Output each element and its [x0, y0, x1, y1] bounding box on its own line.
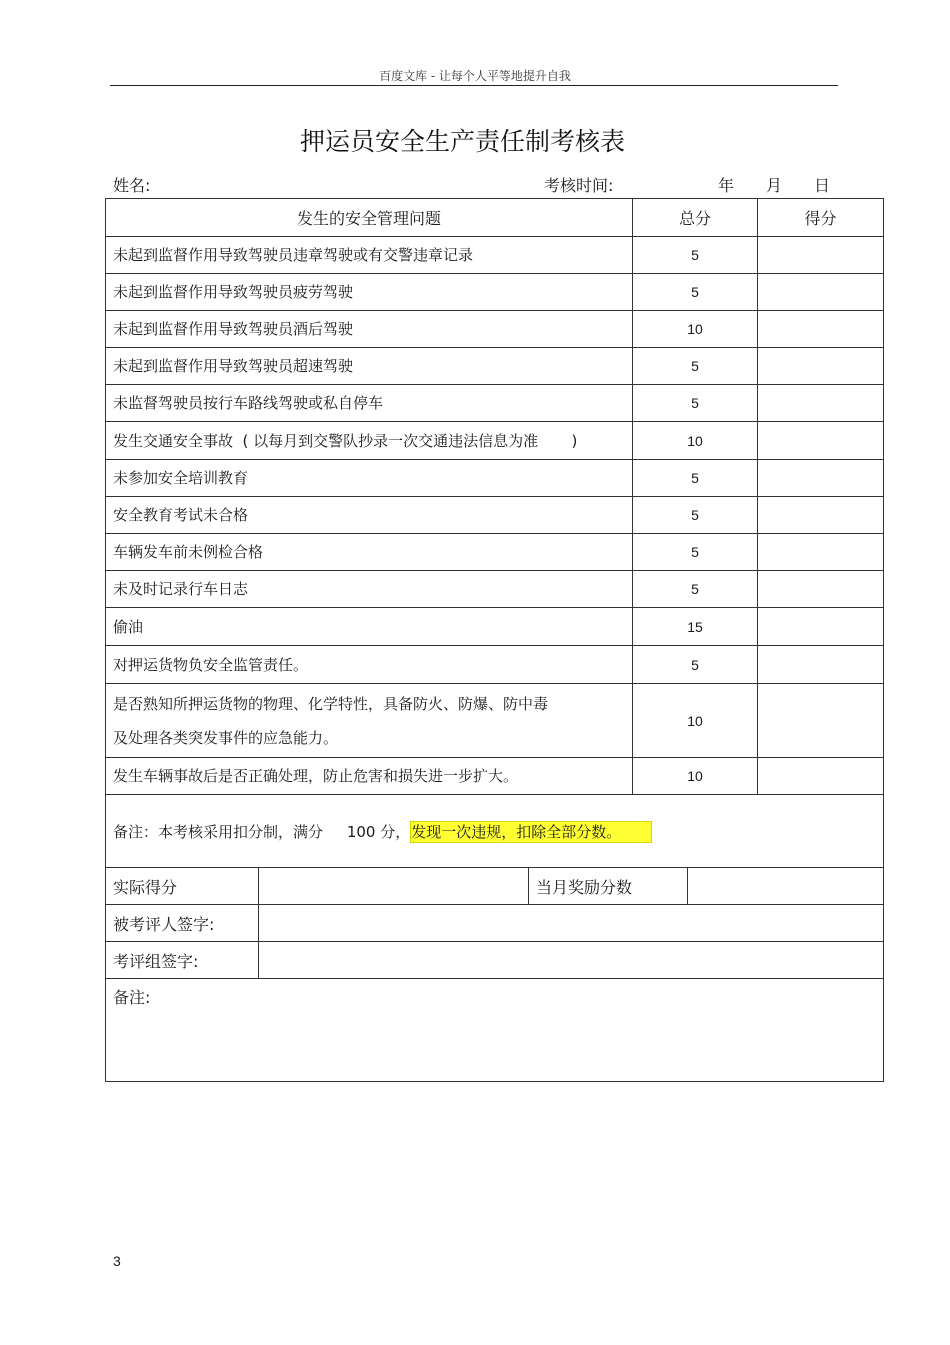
table-row [106, 422, 884, 460]
score-cell[interactable] [758, 237, 884, 274]
month-label: 月 [766, 176, 783, 195]
score-summary-row [106, 868, 884, 905]
issue-cell: 对押运货物负安全监管责任。 [106, 646, 633, 684]
table-row [106, 348, 884, 385]
bonus-label: 当月奖励分数 [529, 868, 688, 905]
issue-cell: 发生交通安全事故 ( 以每月到交警队抄录一次交通违法信息为准 ) [106, 422, 633, 460]
score-cell[interactable] [758, 534, 884, 571]
year-label: 年 [718, 176, 735, 195]
total-cell: 5 [633, 571, 758, 608]
note-highlight: 发现一次违规，扣除全部分数。 [410, 821, 652, 843]
total-cell: 5 [633, 385, 758, 422]
total-cell: 10 [633, 311, 758, 348]
issue-cell: 发生车辆事故后是否正确处理，防止危害和损失进一步扩大。 [106, 758, 633, 795]
table-row [106, 385, 884, 422]
score-cell[interactable] [758, 385, 884, 422]
assessee-sign-field[interactable] [259, 905, 884, 942]
remarks-cell[interactable] [106, 979, 884, 1082]
header-total: 总分 [633, 199, 758, 237]
actual-score-label: 实际得分 [106, 868, 259, 905]
table-row [106, 608, 884, 646]
total-cell: 5 [633, 460, 758, 497]
total-cell: 5 [633, 237, 758, 274]
issue-cell: 未起到监督作用导致驾驶员酒后驾驶 [106, 311, 633, 348]
issue-line-1: 是否熟知所押运货物的物理、化学特性，具备防火、防爆、防中毒 [113, 694, 549, 713]
table-row [106, 311, 884, 348]
table-row [106, 758, 884, 795]
issue-line-2: 及处理各类突发事件的应急能力。 [113, 728, 339, 747]
remarks-label: 备注: [113, 988, 151, 1007]
assessee-sign-row [106, 905, 884, 942]
total-cell: 10 [633, 758, 758, 795]
score-cell[interactable] [758, 348, 884, 385]
header-score: 得分 [758, 199, 884, 237]
group-sign-row [106, 942, 884, 979]
score-cell[interactable] [758, 758, 884, 795]
total-cell: 5 [633, 274, 758, 311]
assessee-sign-label: 被考评人签字: [106, 905, 259, 942]
score-cell[interactable] [758, 608, 884, 646]
group-sign-field[interactable] [259, 942, 884, 979]
score-cell[interactable] [758, 497, 884, 534]
page-number: 3 [113, 1253, 121, 1269]
page-header: 百度文库 - 让每个人平等地提升自我 [379, 69, 571, 83]
total-cell: 5 [633, 497, 758, 534]
total-cell: 15 [633, 608, 758, 646]
issue-cell: 偷油 [106, 608, 633, 646]
name-label: 姓名: [113, 176, 151, 195]
table-row [106, 274, 884, 311]
table-row [106, 237, 884, 274]
note-cell [106, 795, 884, 868]
total-cell: 5 [633, 348, 758, 385]
group-sign-label: 考评组签字: [106, 942, 259, 979]
total-cell: 5 [633, 646, 758, 684]
table-row [106, 534, 884, 571]
score-cell[interactable] [758, 646, 884, 684]
issue-cell: 未及时记录行车日志 [106, 571, 633, 608]
total-cell: 10 [633, 422, 758, 460]
total-cell: 10 [633, 684, 758, 758]
actual-score-field[interactable] [259, 868, 529, 905]
issue-cell: 未起到监督作用导致驾驶员疲劳驾驶 [106, 274, 633, 311]
table-row [106, 497, 884, 534]
issue-cell: 未起到监督作用导致驾驶员违章驾驶或有交警违章记录 [106, 237, 633, 274]
remarks-row [106, 979, 884, 1082]
score-cell[interactable] [758, 274, 884, 311]
score-cell[interactable] [758, 422, 884, 460]
table-row [106, 684, 884, 758]
note-prefix: 备注：本考核采用扣分制，满分 100 分， [113, 822, 411, 841]
score-cell[interactable] [758, 684, 884, 758]
assessment-time-label: 考核时间: [544, 176, 614, 195]
score-cell[interactable] [758, 571, 884, 608]
header-issue: 发生的安全管理问题 [106, 199, 633, 237]
issue-cell-multiline [106, 684, 633, 758]
assessment-table [105, 198, 884, 868]
issue-cell: 未参加安全培训教育 [106, 460, 633, 497]
table-row [106, 571, 884, 608]
issue-cell: 未监督驾驶员按行车路线驾驶或私自停车 [106, 385, 633, 422]
note-row [106, 795, 884, 868]
header-rule [110, 85, 838, 86]
issue-cell: 安全教育考试未合格 [106, 497, 633, 534]
day-label: 日 [814, 176, 831, 195]
total-cell: 5 [633, 534, 758, 571]
bonus-field[interactable] [688, 868, 884, 905]
document-title: 押运员安全生产责任制考核表 [299, 127, 625, 156]
signature-table [105, 867, 884, 1082]
issue-cell: 未起到监督作用导致驾驶员超速驾驶 [106, 348, 633, 385]
score-cell[interactable] [758, 460, 884, 497]
table-row [106, 460, 884, 497]
issue-cell: 车辆发车前未例检合格 [106, 534, 633, 571]
table-row [106, 646, 884, 684]
table-header-row [106, 199, 884, 237]
score-cell[interactable] [758, 311, 884, 348]
